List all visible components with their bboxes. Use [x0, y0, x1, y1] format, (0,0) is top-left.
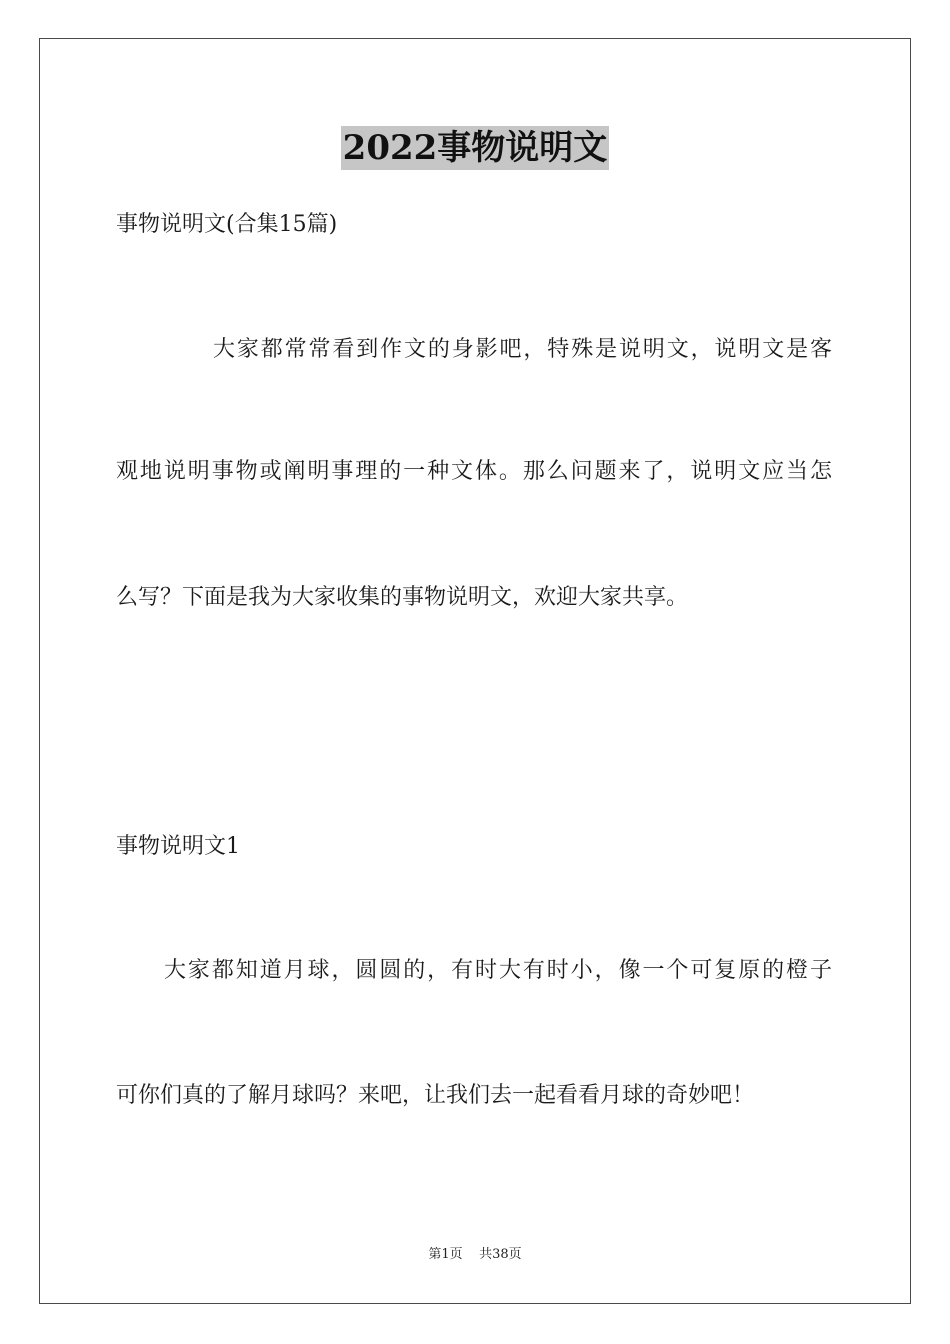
- intro-line-1: 大家都常常看到作文的身影吧，特殊是说明文，说明文是客: [213, 337, 832, 362]
- page-total: 共38页: [479, 1247, 522, 1262]
- intro-line-2: 观地说明事物或阐明事理的一种文体。那么问题来了，说明文应当怎: [116, 459, 832, 484]
- page-footer: [0, 1246, 950, 1264]
- page-number: 第1页: [428, 1247, 463, 1262]
- section-line-2: 可你们真的了解月球吗？来吧，让我们去一起看看月球的奇妙吧！: [116, 1083, 755, 1108]
- section-line-1: 大家都知道月球，圆圆的，有时大有时小，像一个可复原的橙子: [164, 958, 832, 983]
- section-heading: 事物说明文1: [116, 834, 240, 859]
- title-container: [0, 126, 950, 170]
- intro-line-3: 么写？下面是我为大家收集的事物说明文，欢迎大家共享。: [116, 585, 689, 610]
- document-subtitle: 事物说明文(合集15篇): [116, 212, 338, 237]
- document-title: 2022事物说明文: [342, 128, 608, 168]
